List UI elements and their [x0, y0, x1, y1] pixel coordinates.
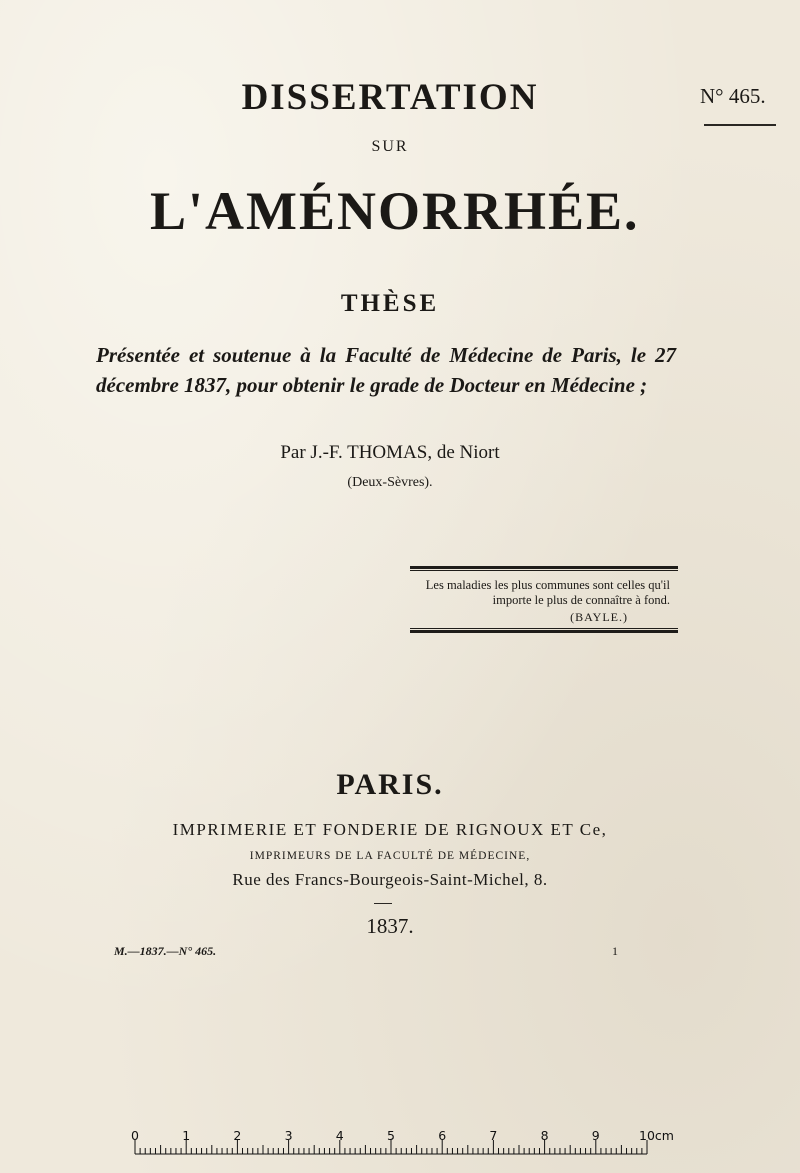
sheet-number: 1: [612, 944, 618, 958]
ruler-label: 0: [131, 1128, 139, 1143]
thesis-heading: THÈSE: [340, 290, 440, 317]
presentation-statement: Présentée et soutenue à la Faculté de Médecine de Paris, le 27 décembre 1837, pour obtenir le grade de Docteur en Médecine ;: [96, 343, 676, 397]
imprint-city: PARIS.: [336, 768, 444, 801]
ruler-label: 6: [438, 1128, 447, 1143]
thesis-number: N° 465.: [700, 84, 766, 108]
document-subject: L'AMÉNORRHÉE.: [150, 181, 640, 241]
number-underline: [704, 124, 776, 126]
ruler-label: 10cm: [639, 1128, 674, 1143]
ruler-label: 9: [591, 1128, 600, 1143]
epigraph-top-rule: [410, 566, 678, 569]
imprint-printer: IMPRIMERIE ET FONDERIE DE RIGNOUX ET Ce,: [172, 820, 608, 839]
ruler-label: 4: [335, 1128, 344, 1143]
imprint-address: Rue des Francs-Bourgeois-Saint-Michel, 8.: [232, 870, 548, 889]
ruler-label: 8: [540, 1128, 549, 1143]
imprint-separator: [374, 903, 392, 904]
ruler-label: 5: [387, 1128, 395, 1143]
author-line: Par J.-F. THOMAS, de Niort: [280, 442, 500, 463]
document-title: DISSERTATION: [241, 77, 539, 118]
epigraph-quote: Les maladies les plus communes sont celles qu'il importe le plus de connaître à fond.: [425, 578, 670, 607]
epigraph-source: (BAYLE.): [570, 610, 628, 624]
epigraph-bottom-rule: [410, 630, 678, 633]
ruler-label: 2: [233, 1128, 242, 1143]
imprint-year: 1837.: [366, 914, 414, 938]
ruler-label: 1: [182, 1128, 191, 1143]
ruler-label: 3: [284, 1128, 293, 1143]
title-connector: SUR: [371, 138, 409, 155]
signature-mark: M.—1837.—N° 465.: [114, 944, 217, 958]
imprint-printer-sub: IMPRIMEURS DE LA FACULTÉ DE MÉDECINE,: [249, 850, 531, 862]
epigraph-bottom-rule-thin: [410, 628, 678, 629]
author-origin: (Deux-Sèvres).: [347, 475, 433, 490]
ruler-label: 7: [489, 1128, 498, 1143]
epigraph-top-rule-thin: [410, 570, 678, 571]
